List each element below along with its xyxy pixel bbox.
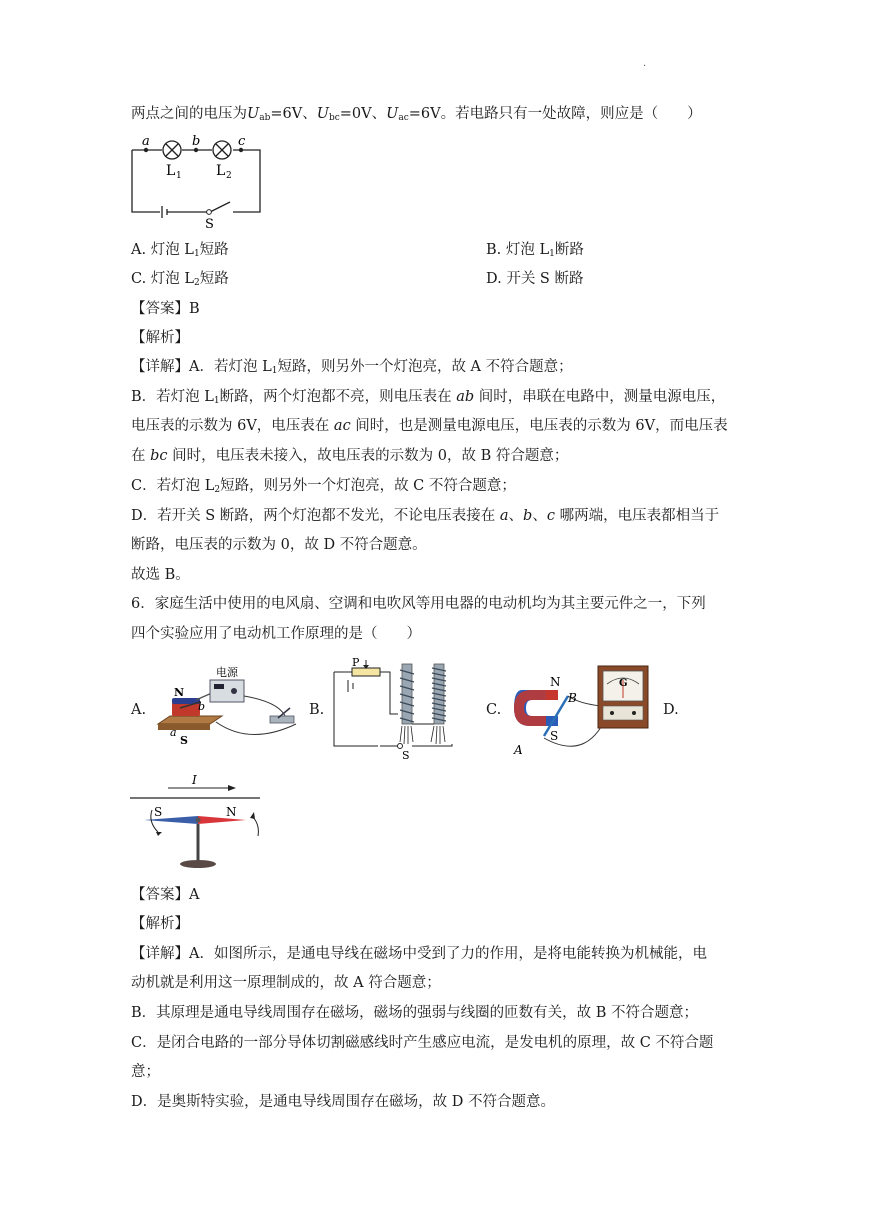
l1-sub: 1 (176, 171, 182, 181)
fig-d-i-label: I (192, 773, 197, 787)
fig-a-label: A. (131, 702, 147, 718)
q5-detail-b-2: 电压表的示数为 6V，电压表在 ac 间时，也是测量电源电压，电压表的示数为 6V，而电压表 (131, 418, 728, 434)
fig-b-coil-left (400, 664, 414, 744)
fig-d-s-label: S (154, 805, 163, 819)
q5-option-c: C. 灯泡 $L_2$短路 (131, 271, 229, 288)
q5-conclusion: 故选 B。 (131, 567, 190, 583)
q5-detail-b-1: B．若灯泡 $L_1$断路，两个灯泡都不亮，则电压表在 ab 间时，串联在电路中，测量电源电压， (131, 389, 726, 406)
q6-answer: 【答案】A (131, 887, 200, 903)
node-c-label: c (238, 134, 246, 149)
q6-analysis-heading: 【解析】 (131, 916, 189, 932)
header-mark: . (643, 58, 647, 69)
node-b-label: b (192, 134, 201, 149)
q5-circuit-diagram (126, 132, 268, 230)
fig-a-n-label: N (174, 686, 185, 699)
fig-b-s-label: S (402, 749, 410, 760)
q6-detail-b: B．其原理是通电导线周围存在磁场，磁场的强弱与线圈的匝数有关，故 B 不符合题意； (131, 1005, 699, 1021)
fig-b-electromagnet (328, 656, 468, 760)
switch-label: S (205, 217, 214, 230)
q6-detail-c-2: 意； (131, 1064, 160, 1080)
l2-sub: 2 (226, 171, 232, 181)
fig-d-n-label: N (226, 805, 237, 819)
q5-detail-b-3: 在 bc 间时，电压表未接入，故电压表的示数为 0，故 B 符合题意； (131, 448, 569, 464)
q5-detail-d-2: 断路，电压表的示数为 0，故 D 不符合题意。 (131, 537, 427, 553)
node-a-label: a (142, 134, 150, 149)
fig-d-label: D. (663, 702, 679, 718)
q6-detail-d: D．是奥斯特实验，是通电导线周围存在磁场，故 D 不符合题意。 (131, 1094, 555, 1110)
q5-detail-d-1: D．若开关 S 断路，两个灯泡都不发光，不论电压表接在 a、b、c 哪两端，电压表都相当于 (131, 508, 720, 524)
q6-detail-a-2: 动机就是利用这一原理制成的，故 A 符合题意； (131, 975, 441, 991)
q5-analysis-heading: 【解析】 (131, 330, 189, 346)
q5-detail-c: C．若灯泡 $L_2$短路，则另外一个灯泡亮，故 C 不符合题意； (131, 478, 516, 495)
fig-c-label: C. (486, 702, 502, 718)
fig-c-generator-experiment (510, 660, 660, 760)
q5-option-b: B. 灯泡 $L_1$断路 (486, 242, 584, 259)
l2-label: L (216, 163, 226, 179)
q5-stem: 两点之间的电压为$U_{ab}=6V$、$U_{bc}=0V$、$U_{ac}=6V$。若电路只有一处故障，则应是（ ） (131, 106, 702, 123)
fig-a-b-label: b (198, 700, 206, 713)
q6-detail-a-1: 【详解】A．如图所示，是通电导线在磁场中受到了力的作用，是将电能转换为机械能，电 (131, 946, 707, 962)
fig-c-b-label: B (568, 691, 577, 705)
fig-a-a-label: a (170, 726, 177, 739)
fig-b-p-label: P (352, 656, 360, 669)
fig-b-label: B. (309, 702, 325, 718)
q5-answer: 【答案】B (131, 301, 200, 317)
q5-detail-a: 【详解】A．若灯泡 $L_1$短路，则另外一个灯泡亮，故 A 不符合题意； (131, 359, 573, 376)
l1-label: L (166, 163, 176, 179)
q5-option-a: A. 灯泡 $L_1$短路 (131, 242, 229, 259)
fig-c-a-label: A (514, 743, 523, 757)
fig-a-motor-experiment (150, 662, 300, 752)
fig-c-g-label: G (619, 678, 628, 689)
q5-option-d: D. 开关 S 断路 (486, 271, 584, 287)
q6-stem-1: 6．家庭生活中使用的电风扇、空调和电吹风等用电器的电动机均为其主要元件之一，下列 (131, 596, 706, 612)
fig-c-s-label: S (550, 729, 559, 743)
fig-c-n-label: N (550, 675, 561, 689)
fig-a-s-label: S (180, 734, 188, 747)
fig-a-power-label: 电源 (216, 666, 238, 679)
fig-d-oersted-experiment (128, 766, 262, 876)
fig-b-coil-right (431, 664, 446, 744)
q6-stem-2: 四个实验应用了电动机工作原理的是（ ） (131, 626, 421, 642)
q6-detail-c-1: C．是闭合电路的一部分导体切割磁感线时产生感应电流，是发电机的原理，故 C 不符合题 (131, 1035, 714, 1051)
